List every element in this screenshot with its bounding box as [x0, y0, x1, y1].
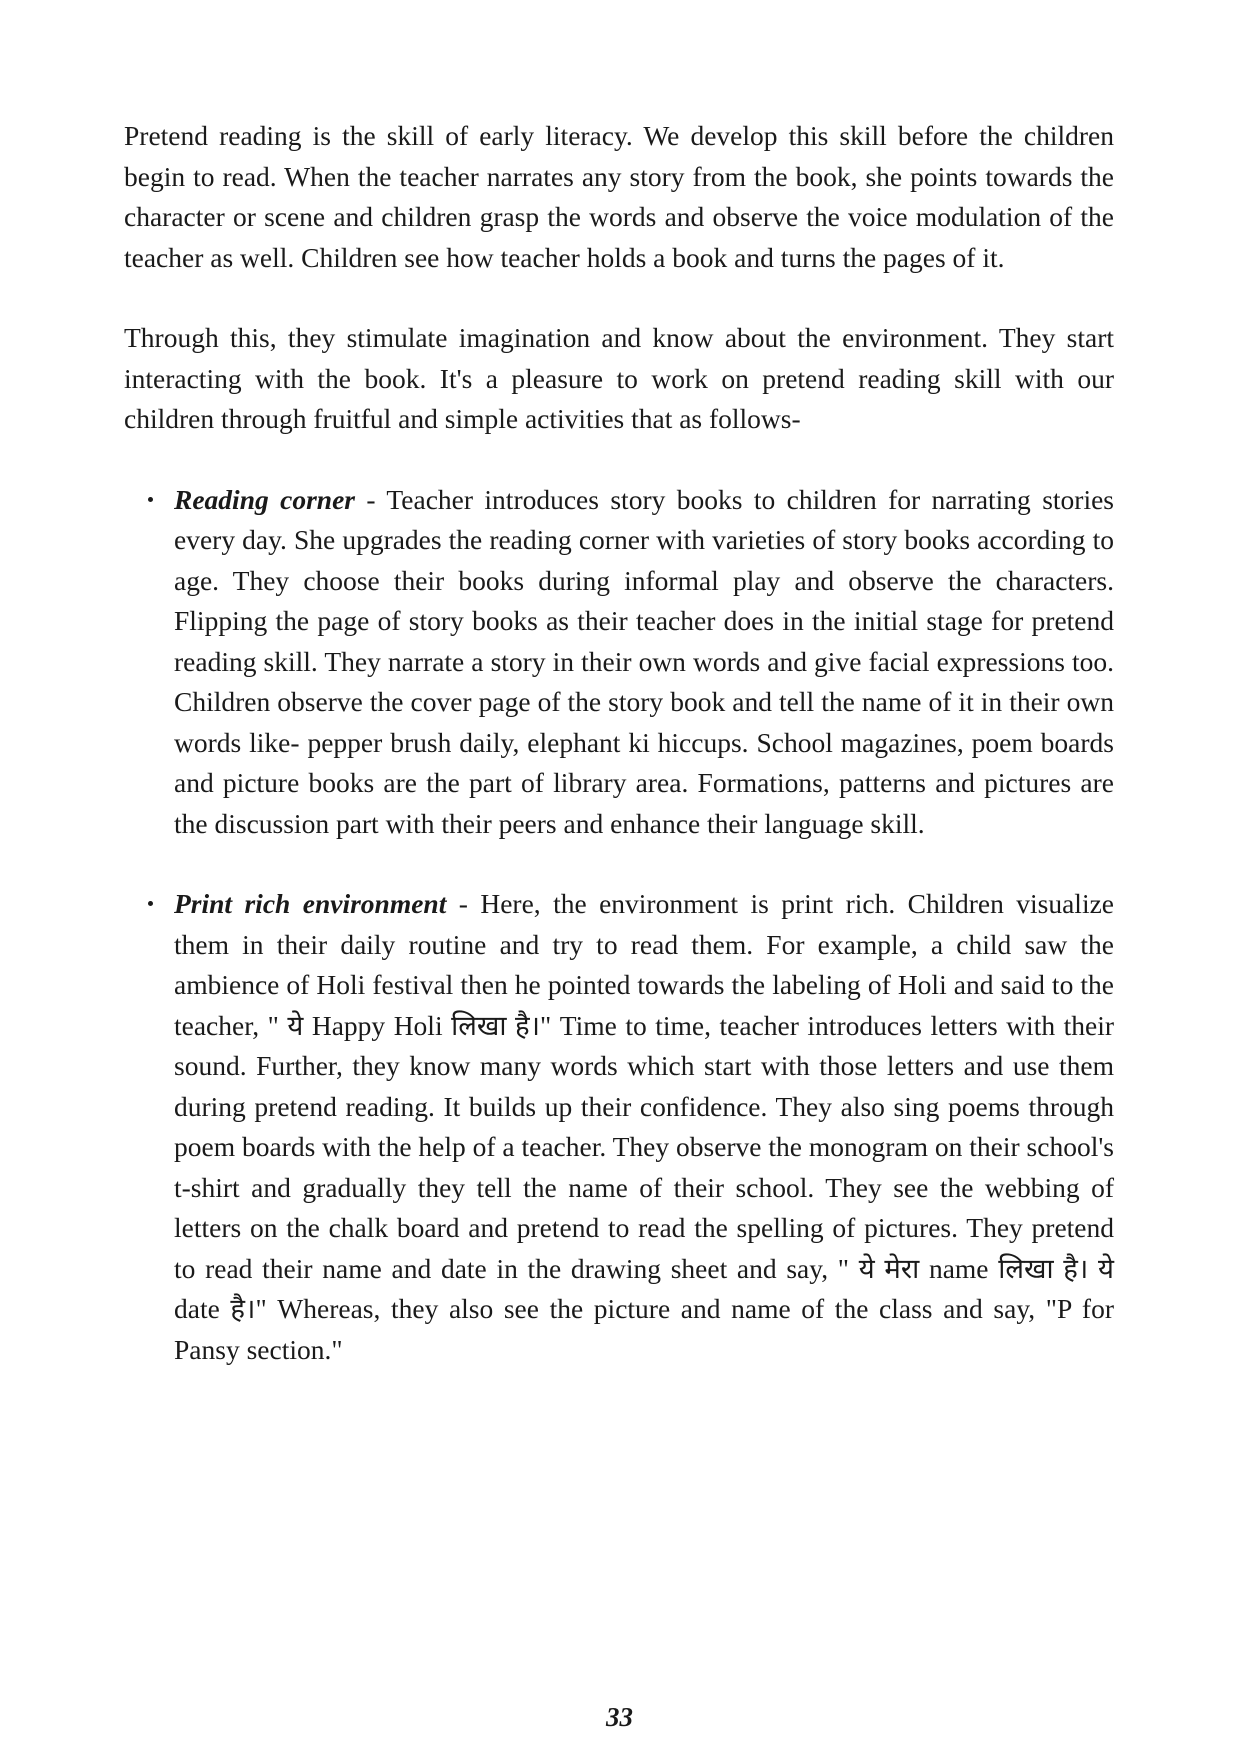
- intro-paragraph: Pretend reading is the skill of early literacy. We develop this skill before the children begin to read. When the teacher narrates any story from the book, she points towards the character or scene and children grasp the words and observe the voice modulation of the teacher as well. Children see how teacher holds a book and turns the pages of it.: [124, 120, 1114, 273]
- activity-list: [124, 480, 1114, 1371]
- bullet-icon: [148, 901, 153, 906]
- list-item-term: Print rich environment: [174, 888, 447, 919]
- list-item-text: - Teacher introduces story books to children for narrating stories every day. She upgrades the reading corner with varieties of story books according to age. They choose their books during informal play and observe the characters. Flipping the page of story books as their teacher does in the initial stage for pretend reading skill. They narrate a story in their own words and give facial expressions too. Children observe the cover page of the story book and tell the name of it in their own words like- pepper brush daily, elephant ki hiccups. School magazines, poem boards and picture books are the part of library area. Formations, patterns and pictures are the discussion part with their peers and enhance their language skill.: [174, 483, 1114, 839]
- list-item-reading-corner: [124, 480, 1114, 845]
- bullet-icon: [148, 497, 153, 502]
- page-number: 33: [606, 1702, 633, 1732]
- list-item-term: Reading corner: [174, 483, 355, 515]
- second-paragraph: Through this, they stimulate imagination and know about the environment. They start interacting with the book. It's a pleasure to work on pretend reading skill with our children through fruitful and simple activities that as follows-: [124, 322, 1114, 434]
- list-item-print-rich-environment: [124, 884, 1114, 1370]
- page-content: [124, 116, 1114, 1370]
- list-item-text: - Here, the environment is print rich. Children visualize them in their daily routine and try to read them. For example, a child saw the ambience of Holi festival then he pointed towards the labeling of Holi and said to the teacher, " ये Happy Holi लिखा है।" Time to time, teacher introduces letters with their sound. Further, they know many words which start with those letters and use them during pretend reading. It builds up their confidence. They also sing poems through poem boards with the help of a teacher. They observe the monogram on their school's t-shirt and gradually they tell the name of their school. They see the webbing of letters on the chalk board and pretend to read the spelling of pictures. They pretend to read their name and date in the drawing sheet and say, " ये मेरा name लिखा है। ये date है।" Whereas, they also see the picture and name of the class and say, "P for Pansy section.": [174, 888, 1115, 1365]
